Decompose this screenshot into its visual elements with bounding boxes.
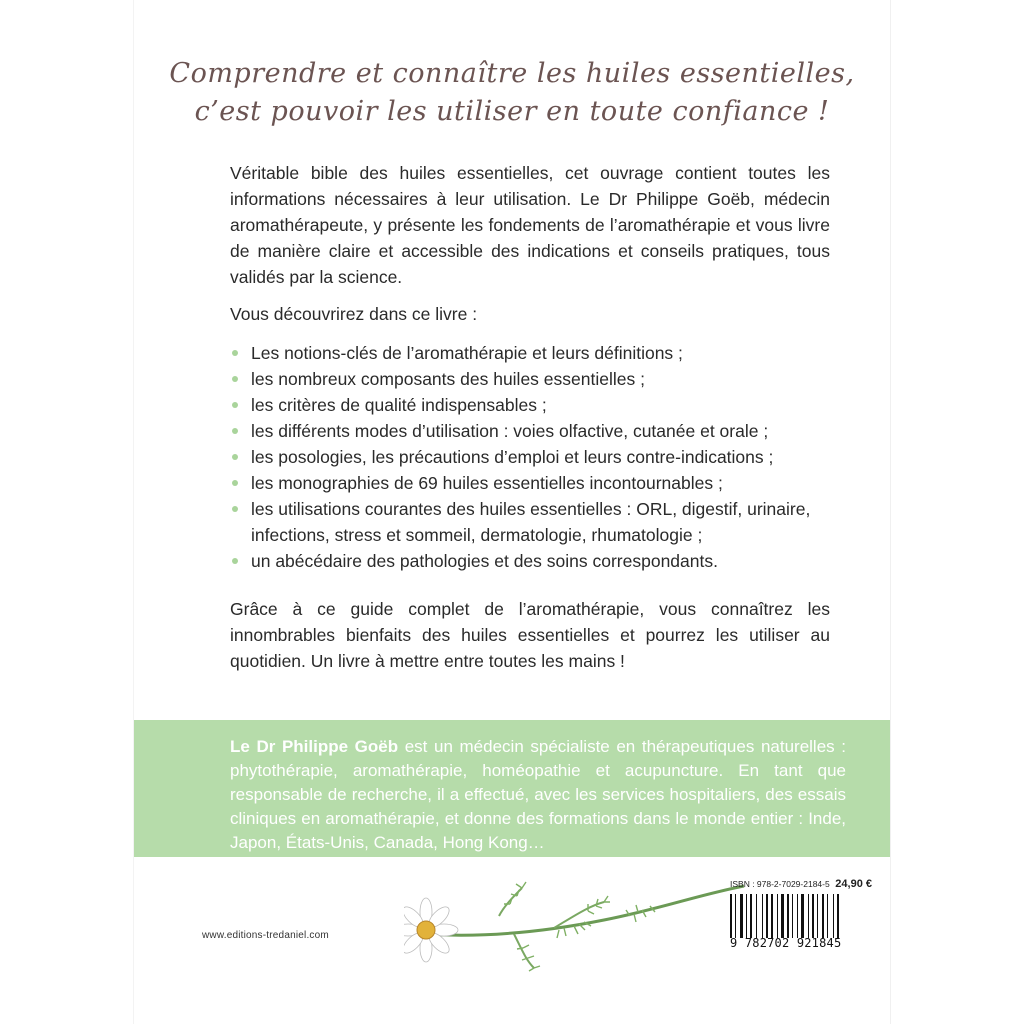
barcode-bar xyxy=(781,894,784,938)
barcode-bar xyxy=(799,894,800,938)
tagline xyxy=(134,55,890,131)
barcode-bar xyxy=(744,894,745,938)
barcode-bar xyxy=(733,894,734,938)
barcode-bar xyxy=(827,894,828,938)
barcode-bar xyxy=(764,894,765,938)
list-item: les critères de qualité indispensables ; xyxy=(230,392,850,418)
author-box xyxy=(134,720,890,857)
list-item: les monographies de 69 huiles essentielles incontournables ; xyxy=(230,470,850,496)
list-item: Les notions-clés de l’aromathérapie et leurs définitions ; xyxy=(230,340,850,366)
isbn-block xyxy=(730,878,872,958)
barcode-bar xyxy=(797,894,798,938)
barcode-bar xyxy=(787,894,789,938)
barcode-bar xyxy=(769,894,770,938)
isbn-number: ISBN : 978-2-7029-2184-5 xyxy=(730,879,830,889)
barcode-bar xyxy=(805,894,807,938)
publisher-website: www.editions-tredaniel.com xyxy=(202,930,329,941)
barcode xyxy=(730,894,864,938)
feature-list xyxy=(230,340,850,574)
barcode-bar xyxy=(822,894,824,938)
barcode-bar xyxy=(777,894,778,938)
author-name: Le Dr Philippe Goëb xyxy=(230,737,399,756)
barcode-bar xyxy=(762,894,763,938)
price: 24,90 € xyxy=(835,878,872,890)
barcode-bar xyxy=(785,894,786,938)
list-item: les posologies, les précautions d’emploi et leurs contre-indications ; xyxy=(230,444,850,470)
barcode-bar xyxy=(746,894,747,938)
barcode-bar xyxy=(756,894,757,938)
list-item: les utilisations courantes des huiles essentielles : ORL, digestif, urinaire, infections, stress et sommeil, dermatologie, rhumatologie ; xyxy=(230,496,850,548)
list-intro: Vous découvrirez dans ce livre : xyxy=(230,304,478,324)
list-item: les nombreux composants des huiles essentielles ; xyxy=(230,366,850,392)
barcode-bar xyxy=(808,894,809,938)
list-item: les différents modes d’utilisation : voies olfactive, cutanée et orale ; xyxy=(230,418,850,444)
barcode-bar xyxy=(810,894,811,938)
barcode-bar xyxy=(794,894,796,938)
barcode-bar xyxy=(774,894,776,938)
author-bio xyxy=(230,735,846,855)
barcode-bar xyxy=(819,894,821,938)
barcode-bar xyxy=(771,894,773,938)
tagline-line-1: Comprendre et connaître les huiles essentielles, xyxy=(169,58,855,89)
barcode-bar xyxy=(812,894,814,938)
barcode-bar xyxy=(835,894,836,938)
barcode-digits: 9 782702 921845 xyxy=(730,936,842,950)
barcode-bar xyxy=(779,894,780,938)
barcode-bar xyxy=(840,894,841,938)
intro-paragraph: Véritable bible des huiles essentielles, cet ouvrage contient toutes les informations nécessaires à leur utilisation. Le Dr Philippe Goëb, médecin aromathérapeute, y présente les fondements de l’aromathérapie et vous livre de manière claire et accessible des indications et conseils pratiques, tous validés par la science. xyxy=(230,163,830,287)
author-bio-text: est un médecin spécialiste en thérapeutiques naturelles : phytothérapie, aromathérapie, homéopathie et acupuncture. En tant que responsable de recherche, il a effectué, avec les services hospitaliers, des essais cliniques en aromathérapie, et donne des formations dans le monde entier : Inde, Japon, États-Unis, Canada, Hong Kong… xyxy=(230,737,846,852)
barcode-bar xyxy=(829,894,832,938)
barcode-bar xyxy=(753,894,755,938)
barcode-bar xyxy=(792,894,793,938)
tagline-line-2: c’est pouvoir les utiliser en toute confiance ! xyxy=(194,96,830,127)
barcode-bar xyxy=(740,894,743,938)
barcode-bar xyxy=(737,894,739,938)
barcode-bar xyxy=(815,894,816,938)
barcode-bar xyxy=(735,894,736,938)
barcode-bar xyxy=(801,894,804,938)
barcode-bar xyxy=(750,894,752,938)
barcode-bar xyxy=(833,894,834,938)
book-back-cover xyxy=(134,0,890,1024)
barcode-bar xyxy=(817,894,818,938)
barcode-bar xyxy=(748,894,749,938)
barcode-bar xyxy=(790,894,791,938)
list-item: un abécédaire des pathologies et des soins correspondants. xyxy=(230,548,850,574)
chamomile-illustration xyxy=(404,876,754,976)
closing-paragraph: Grâce à ce guide complet de l’aromathérapie, vous connaîtrez les innombrables bienfaits des huiles essentielles et pourrez les utiliser au quotidien. Un livre à mettre entre toutes les mains ! xyxy=(230,599,830,671)
barcode-bar xyxy=(825,894,826,938)
barcode-bar xyxy=(758,894,761,938)
barcode-bar xyxy=(766,894,768,938)
barcode-bar xyxy=(730,894,732,938)
barcode-bar xyxy=(837,894,839,938)
